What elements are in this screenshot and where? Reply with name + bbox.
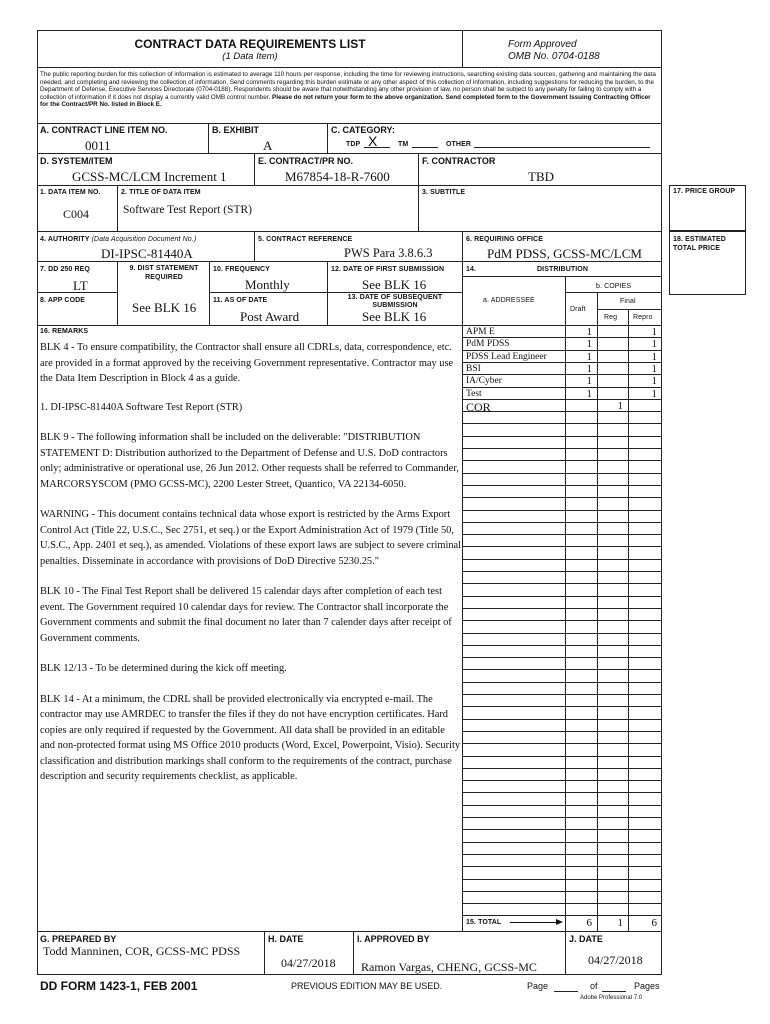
block-3-label: 3. SUBTITLE xyxy=(422,189,466,196)
distribution-row-line xyxy=(462,829,662,830)
burden-statement: The public reporting burden for this collection of information is estimated to average 110 hours per response, including the time for reviewing instructions, searching existing data sources, gathering and maintaining the data needed, and completing and reviewing the collection of information. Send comments regarding this burden estimate or any other aspect of this collection of information, including suggestions for reducing the burden, to the Department of Defense, Executive Services Directorate (0704-0188). Respondents should be aware that notwithstanding any other provision of law, no person shall be subject to any penalty for failing to comply with a collection of information if it does not display a currently valid OMB control number. Please do not return your form to the above organization. Send completed form to the Government Issuing Contracting Officer for the Contract/PR No. listed in Block E. xyxy=(40,71,656,109)
total-draft: 6 xyxy=(586,917,592,929)
remark-blk14: BLK 14 - At a minimum, the CDRL shall be provided electronically via encrypted e-mail. The contractor may use AMRDEC to transfer the files if they do not have encryption certificates. Hard copies are only required if requested by the Government. All data shall be provided in an editable and non-protected format using MS Office 2010 products (Word, Excel, Powerpoint, Visio). Security classification and distribution markings shall conform to the requirements of the contract, purchase description and security requirements checklist, as applicable. xyxy=(40,693,461,782)
distribution-row-line xyxy=(462,817,662,818)
block-18-label: 18. ESTIMATED TOTAL PRICE xyxy=(673,236,726,252)
distribution-row-line xyxy=(462,522,662,523)
block-a-label: A. CONTRACT LINE ITEM NO. xyxy=(40,125,168,135)
block-12-value: See BLK 16 xyxy=(362,277,427,292)
remark-warning: WARNING - This document contains technical data whose export is restricted by the Arms Export Control Act (Title 22, U.S.C., Sec 2751, et seq.) or the Export Administration Act of 1979 (Title 50, U.S.C., App. 2401 et seq.), as amended. Violations of these export laws are subject to severe criminal penalties. Disseminate in accordance with provisions of DoD Directive 5230.25." xyxy=(40,509,462,567)
block-11-value: Post Award xyxy=(240,309,300,324)
distribution-row-line xyxy=(462,399,662,400)
distribution-row-line xyxy=(462,694,662,695)
distribution-row-line xyxy=(462,436,662,437)
block-7-value: LT xyxy=(73,278,88,293)
distribution-repro-count: 1 xyxy=(651,338,657,351)
block-10-value: Monthly xyxy=(245,277,290,292)
distribution-row-line xyxy=(462,608,662,609)
distribution-row-line xyxy=(462,903,662,904)
block-2-value: Software Test Report (STR) xyxy=(123,204,252,216)
distribution-draft-count: 1 xyxy=(586,387,592,400)
burden-instruction: Please do not return your form to the above organization. Send completed form to the Government Issuing Contracting Officer for the Contract/PR No. listed in Block E. xyxy=(40,93,651,109)
form-title: CONTRACT DATA REQUIREMENTS LIST xyxy=(134,37,366,51)
block-i-value: Ramon Vargas, CHENG, GCSS-MC xyxy=(361,960,537,974)
distribution-repro-count: 1 xyxy=(651,326,657,338)
block-13-value: See BLK 16 xyxy=(362,309,427,324)
distribution-reg-count: 1 xyxy=(617,399,623,412)
total-reg: 1 xyxy=(617,917,623,929)
block-d-value: GCSS-MC/LCM Increment 1 xyxy=(72,169,227,184)
distribution-row-line xyxy=(462,866,662,867)
previous-edition: PREVIOUS EDITION MAY BE USED. xyxy=(291,981,443,991)
distribution-row-line xyxy=(462,879,662,880)
software-note: Adobe Professional 7.0 xyxy=(580,995,643,1001)
block-f-value: TBD xyxy=(528,169,554,184)
draft-heading: Draft xyxy=(570,306,586,313)
distribution-row-line xyxy=(462,559,662,560)
distribution-row-line xyxy=(462,350,662,351)
distribution-row-line xyxy=(462,571,662,572)
reg-heading: Reg xyxy=(604,314,618,321)
distribution-row-line xyxy=(462,596,662,597)
distribution-row-line xyxy=(462,891,662,892)
distribution-row-line xyxy=(462,780,662,781)
repro-heading: Repro xyxy=(633,314,653,321)
block-h-value: 04/27/2018 xyxy=(281,956,336,970)
block-d-label: D. SYSTEM/ITEM xyxy=(40,156,113,166)
block-5-value: PWS Para 3.8.6.3 xyxy=(344,246,433,260)
distribution-row-line xyxy=(462,510,662,511)
block-f-label: F. CONTRACTOR xyxy=(422,156,496,166)
distribution-row-line xyxy=(462,448,662,449)
page-label: Page xyxy=(527,981,549,991)
of-label: of xyxy=(590,981,598,991)
form-id: DD FORM 1423-1, FEB 2001 xyxy=(40,979,198,993)
block-j-value: 04/27/2018 xyxy=(588,953,643,967)
distribution-addressee: IA/Cyber xyxy=(466,376,502,387)
distribution-row-line xyxy=(462,682,662,683)
distribution-addressee: PdM PDSS xyxy=(466,339,510,350)
distribution-row-line xyxy=(462,756,662,757)
total-arrow xyxy=(510,922,560,923)
distribution-row-line xyxy=(462,706,662,707)
block-4-label: 4. AUTHORITY (Data Acquisition Document No.) xyxy=(40,236,197,243)
distribution-repro-count: 1 xyxy=(651,387,657,400)
block-b-value: A xyxy=(263,138,273,153)
distribution-row-line xyxy=(462,387,662,388)
distribution-row-line xyxy=(462,460,662,461)
distribution-row-line xyxy=(462,423,662,424)
remark-blk4: BLK 4 - To ensure compatibility, the Contractor shall ensure all CDRLs, data, correspondence, etc. are provided in a format approved by the receiving Government representative. Contractor may use the Data Item Description in Block 4 as a guide. xyxy=(40,342,454,384)
remark-item-1: 1. DI-IPSC-81440A Software Test Report (STR) xyxy=(40,401,243,413)
block-1-value: C004 xyxy=(63,207,90,221)
distribution-draft-count: 1 xyxy=(586,326,592,338)
distribution-row-line xyxy=(462,362,662,363)
block-16-label: 16. REMARKS xyxy=(40,328,89,335)
distribution-row-line xyxy=(462,792,662,793)
block-b-label: B. EXHIBIT xyxy=(212,125,260,135)
distribution-repro-count: 1 xyxy=(651,375,657,388)
distribution-addressee: APM E xyxy=(466,327,495,337)
distribution-heading: DISTRIBUTION xyxy=(537,266,588,273)
distribution-repro-count: 1 xyxy=(651,362,657,375)
block-e-label: E. CONTRACT/PR NO. xyxy=(258,156,354,166)
category-tm: TM xyxy=(398,141,409,148)
form-approved: Form Approved xyxy=(508,39,577,50)
block-8-label: 8. APP CODE xyxy=(40,297,86,304)
category-other: OTHER xyxy=(446,141,471,148)
distribution-row-line xyxy=(462,485,662,486)
distribution-row-line xyxy=(462,854,662,855)
distribution-row-line xyxy=(462,374,662,375)
distribution-row-line xyxy=(462,719,662,720)
copies-heading: b. COPIES xyxy=(596,283,632,290)
distribution-row-line xyxy=(462,633,662,634)
block-e-value: M67854-18-R-7600 xyxy=(285,169,390,184)
total-repro: 6 xyxy=(651,917,657,929)
block-c-label: C. CATEGORY: xyxy=(331,125,395,135)
block-9-value: See BLK 16 xyxy=(132,300,197,315)
block-i-label: I. APPROVED BY xyxy=(357,934,430,944)
block-g-label: G. PREPARED BY xyxy=(40,934,117,944)
remark-blk12-13: BLK 12/13 - To be determined during the kick off meeting. xyxy=(40,663,287,674)
form-subtitle: (1 Data Item) xyxy=(222,51,278,62)
distribution-row-line xyxy=(462,768,662,769)
block-10-label: 10. FREQUENCY xyxy=(213,266,270,273)
remarks-body xyxy=(40,340,462,798)
block-g-value: Todd Manninen, COR, GCSS-MC PDSS xyxy=(43,944,241,958)
block-6-value: PdM PDSS, GCSS-MC/LCM xyxy=(487,246,642,261)
omb-number: OMB No. 0704-0188 xyxy=(508,51,600,62)
block-a-value: 0011 xyxy=(85,138,111,153)
distribution-addressee: COR xyxy=(466,399,491,414)
distribution-row-line xyxy=(462,657,662,658)
distribution-row-line xyxy=(462,473,662,474)
block-12-label: 12. DATE OF FIRST SUBMISSION xyxy=(331,266,445,273)
distribution-row-line xyxy=(462,842,662,843)
block-7-label: 7. DD 250 REQ xyxy=(40,266,90,273)
block-13-label: 13. DATE OF SUBSEQUENT SUBMISSION xyxy=(347,294,443,309)
category-tdp-mark: X xyxy=(368,133,378,149)
block-4-label-note: (Data Acquisition Document No.) xyxy=(91,236,197,243)
distribution-addressee: PDSS Lead Engineer xyxy=(466,351,547,362)
block-15-label: 15. TOTAL xyxy=(466,919,502,926)
distribution-row-line xyxy=(462,805,662,806)
final-heading: Final xyxy=(620,298,636,305)
block-4-value: DI-IPSC-81440A xyxy=(101,246,193,261)
distribution-row-line xyxy=(462,534,662,535)
distribution-row-line xyxy=(462,411,662,412)
block-5-label: 5. CONTRACT REFERENCE xyxy=(258,236,353,243)
distribution-row-line xyxy=(462,743,662,744)
distribution-row-line xyxy=(462,497,662,498)
distribution-row-line xyxy=(462,620,662,621)
distribution-row-line xyxy=(462,645,662,646)
distribution-row-line xyxy=(462,731,662,732)
remark-blk9: BLK 9 - The following information shall be included on the deliverable: "DISTRIBUTION STATEMENT D: Distribution authorized to the Department of Defense and U.S. DoD contractors only; administrative or operational use, 26 Jun 2012. Other requests shall be referred to Commander, MARCORSYSCOM (PMO GCSS-MC), 2200 Lester Street, Quantico, VA 22134-6050. xyxy=(40,432,459,490)
distribution-row-line xyxy=(462,669,662,670)
distribution-addressee: BSI xyxy=(466,363,481,374)
distribution-row-line xyxy=(462,337,662,338)
block-11-label: 11. AS OF DATE xyxy=(213,297,268,304)
block-2-label: 2. TITLE OF DATA ITEM xyxy=(121,189,201,196)
block-9-label: 9. DIST STATEMENT REQUIRED xyxy=(129,265,199,281)
block-14-label: 14. xyxy=(466,266,477,273)
block-17-label: 17. PRICE GROUP xyxy=(673,188,736,195)
total-arrow-head xyxy=(556,919,563,925)
block-1-label: 1. DATA ITEM NO. xyxy=(40,189,101,196)
remark-blk10: BLK 10 - The Final Test Report shall be delivered 15 calendar days after completion of each test event. The Government required 10 calendar days for review. The Contractor shall incorporate the Government comments and submit the final document no later than 7 calender days after receipt of Government comments. xyxy=(40,586,452,644)
distribution-addressee: Test xyxy=(466,388,482,399)
pages-label: Pages xyxy=(634,981,660,991)
block-6-label: 6. REQUIRING OFFICE xyxy=(466,236,543,243)
distribution-draft-count: 1 xyxy=(586,375,592,388)
distribution-draft-count: 1 xyxy=(586,362,592,375)
distribution-draft-count: 1 xyxy=(586,350,592,363)
distribution-repro-count: 1 xyxy=(651,350,657,363)
distribution-row-line xyxy=(462,546,662,547)
block-j-label: J. DATE xyxy=(569,934,603,944)
block-h-label: H. DATE xyxy=(268,934,304,944)
addressee-heading: a. ADDRESSEE xyxy=(483,297,535,304)
distribution-row-line xyxy=(462,583,662,584)
distribution-draft-count: 1 xyxy=(586,338,592,351)
category-tdp: TDP xyxy=(346,141,361,148)
